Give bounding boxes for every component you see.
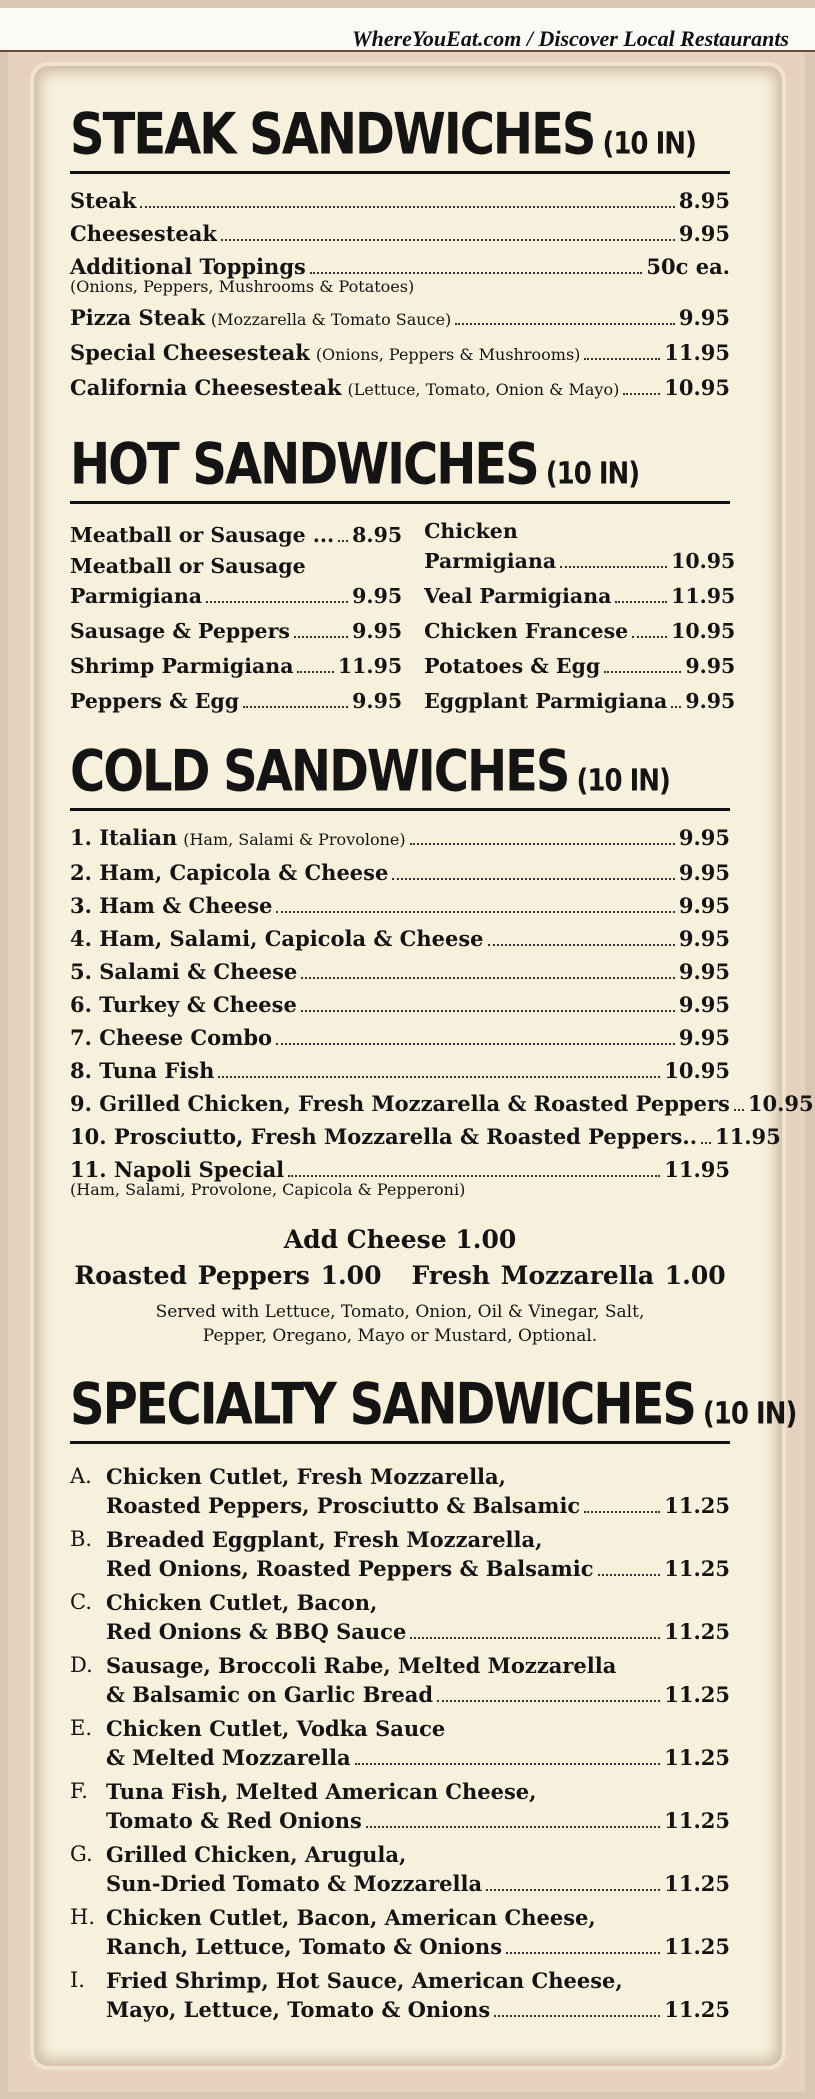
site-watermark-bar [0,8,815,52]
item-body [106,1651,730,1709]
section-size: (10 IN) [576,763,670,799]
menu-item-row [70,684,402,719]
dot-leader [294,636,348,638]
specialty-item [70,1651,730,1709]
item-name: California Cheesesteak [70,375,342,400]
item-line-2-text: Sun-Dried Tomato & Mozzarella [106,1871,483,1896]
menu-item-row [70,518,402,553]
item-name: 8. Tuna Fish [70,1058,215,1083]
dot-leader [392,878,674,880]
item-line-1: Grilled Chicken, Arugula, [106,1842,407,1867]
menu-item-row [70,955,730,988]
item-name: Additional Toppings [70,254,306,279]
item-name: Veal Parmigiana [424,584,612,608]
dot-leader [671,706,681,708]
section-title-text: HOT SANDWICHES [70,431,538,498]
item-price: 9.95 [678,305,730,330]
item-name: Sausage & Peppers [70,619,290,643]
item-name: Chicken Francese [424,619,629,643]
add-cheese: Add Cheese 1.00 [283,1225,517,1254]
hot-left-column [70,518,402,719]
hot-columns [70,518,736,719]
dot-leader [623,393,660,395]
item-note: (Mozzarella & Tomato Sauce) [210,310,452,329]
menu-item-row [70,184,730,217]
item-price: 50c ea. [646,254,730,279]
dot-leader [366,1826,660,1828]
item-price: 11.25 [664,1871,730,1896]
item-name: Parmigiana [70,584,203,608]
menu-item-row [70,336,730,371]
item-name: 3. Ham & Cheese [70,893,273,918]
dot-leader [276,1043,675,1045]
specialty-section [70,1371,797,2029]
dot-leader [288,1175,660,1177]
section-rule [70,501,730,504]
dot-leader [276,911,674,913]
fresh-mozzarella: Fresh Mozzarella 1.00 [411,1261,726,1290]
item-price: 9.95 [678,221,730,246]
item-name: Special Cheesesteak [70,340,310,365]
steak-list [70,184,730,406]
menu-item-row [70,1021,730,1054]
section-rule [70,808,730,811]
cold-addons [70,1222,730,1348]
item-price: 11.25 [664,1997,730,2022]
menu-item-name-line [424,518,735,544]
section-title [70,431,730,498]
item-body [106,1525,730,1583]
item-line-2-text: Tomato & Red Onions [106,1808,362,1833]
item-name: Pizza Steak [70,305,205,330]
menu-item-row [70,614,402,649]
section-rule [70,1441,730,1444]
menu-item-row [70,371,730,406]
item-letter: E. [70,1716,93,1740]
item-price: 11.25 [664,1619,730,1644]
item-letter: F. [70,1779,88,1803]
item-letter: A. [70,1464,92,1488]
item-price: 9.95 [685,654,736,678]
item-price: 9.95 [678,825,730,850]
item-line-1: Tuna Fish, Melted American Cheese, [106,1779,537,1804]
toppings-note: (Onions, Peppers, Mushrooms & Potatoes) [70,277,415,296]
item-line-2 [106,1869,730,1898]
dot-leader [301,1010,675,1012]
item-price: 11.25 [664,1808,730,1833]
dot-leader [494,2015,660,2017]
item-line-1: Fried Shrimp, Hot Sauce, American Cheese, [106,1968,623,1993]
item-name: 1. Italian [70,825,178,850]
item-price: 11.25 [664,1745,730,1770]
dot-leader [488,944,675,946]
item-note: (Ham, Salami & Provolone) [183,830,406,849]
item-line-1: Breaded Eggplant, Fresh Mozzarella, [106,1527,543,1552]
item-name: 10. Prosciutto, Fresh Mozzarella & Roasted Peppers.. [70,1124,698,1149]
item-line-2 [106,1680,730,1709]
section-title-text: SPECIALTY SANDWICHES [70,1371,695,1438]
dot-leader [355,1763,661,1765]
item-name: Shrimp Parmigiana [70,654,294,678]
item-name: Cheesesteak [70,221,217,246]
specialty-item [70,1903,730,1961]
item-price: 10.95 [747,1091,814,1116]
dot-leader [734,1109,744,1111]
menu-item-row [424,544,735,579]
roasted-peppers: Roasted Peppers 1.00 [74,1261,382,1290]
menu-item-row [70,217,730,250]
section-title [70,738,730,805]
menu-item-row [70,301,730,336]
item-name: 6. Turkey & Cheese [70,992,297,1017]
item-price: 8.95 [678,188,730,213]
dot-leader [584,358,660,360]
item-line-2 [106,1743,730,1772]
item-line-2 [106,1617,730,1646]
item-price: 10.95 [664,375,730,400]
item-name: Eggplant Parmigiana [424,689,668,713]
item-price: 9.95 [352,584,403,608]
item-body [106,1714,730,1772]
item-price: 9.95 [352,619,403,643]
item-price: 10.95 [671,619,736,643]
dot-leader [584,1511,660,1513]
item-price: 9.95 [678,959,730,984]
item-line-2-text: & Balsamic on Garlic Bread [106,1682,434,1707]
item-body [106,1462,730,1520]
item-price: 9.95 [678,893,730,918]
hot-section [70,431,736,719]
served-line-1: Served with Lettuce, Tomato, Onion, Oil & Vinegar, Salt, [155,1302,645,1322]
item-name: Meatball or Sausage [70,554,306,578]
item-price: 11.25 [664,1934,730,1959]
item-line-1: Chicken Cutlet, Bacon, [106,1590,378,1615]
item-letter: G. [70,1842,93,1866]
dot-leader [218,1076,660,1078]
specialty-item [70,1714,730,1772]
item-line-2-text: & Melted Mozzarella [106,1745,351,1770]
menu-item-row [424,684,735,719]
item-price: 11.95 [664,340,730,365]
item-note: (Onions, Peppers & Mushrooms) [315,345,581,364]
item-line-2-text: Mayo, Lettuce, Tomato & Onions [106,1997,491,2022]
item-note: (Lettuce, Tomato, Onion & Mayo) [347,380,620,399]
item-price: 8.95 [352,523,403,547]
menu-item-row [424,579,735,614]
item-price: 9.95 [685,689,736,713]
item-price: 11.95 [664,1157,730,1182]
dot-leader [206,601,348,603]
dot-leader [598,1574,661,1576]
section-title-text: COLD SANDWICHES [70,738,569,805]
section-title [70,101,730,168]
item-line-1: Sausage, Broccoli Rabe, Melted Mozzarella [106,1653,617,1678]
item-body [106,1777,730,1835]
item-line-2 [106,1995,730,2024]
item-price: 10.95 [664,1058,730,1083]
item-name: 5. Salami & Cheese [70,959,298,984]
item-line-1: Chicken Cutlet, Vodka Sauce [106,1716,446,1741]
specialty-list [70,1462,730,2024]
dot-leader [243,706,348,708]
item-line-1: Chicken Cutlet, Bacon, American Cheese, [106,1905,596,1930]
hot-right-column [424,518,735,719]
section-title-text: STEAK SANDWICHES [70,101,595,168]
dot-leader [410,1637,660,1639]
item-name: Peppers & Egg [70,689,240,713]
specialty-item [70,1966,730,2024]
item-line-2 [106,1554,730,1583]
menu-item-name-line [70,553,402,579]
menu-item-row [70,889,730,922]
dot-leader [338,540,348,542]
menu-item-row [70,856,730,889]
dot-leader [221,239,675,241]
section-size: (10 IN) [702,1396,797,1432]
item-name: 11. Napoli Special [70,1157,285,1182]
item-line-2 [106,1806,730,1835]
dot-leader [301,977,675,979]
dot-leader [560,566,667,568]
section-rule [70,171,730,174]
site-watermark: WhereYouEat.com / Discover Local Restaurants [352,26,789,51]
item-price: 11.95 [715,1124,781,1149]
menu-item-row [70,922,730,955]
item-letter: H. [70,1905,95,1929]
item-price: 9.95 [678,860,730,885]
item-name: 7. Cheese Combo [70,1025,273,1050]
item-letter: C. [70,1590,92,1614]
dot-leader [437,1700,660,1702]
item-body [106,1588,730,1646]
cold-list [70,821,814,1186]
dot-leader [604,671,681,673]
dot-leader [455,323,675,325]
item-line-1: Chicken Cutlet, Fresh Mozzarella, [106,1464,506,1489]
dot-leader [297,671,333,673]
item-name: 2. Ham, Capicola & Cheese [70,860,389,885]
item-letter: B. [70,1527,93,1551]
dot-leader [486,1889,660,1891]
specialty-item [70,1777,730,1835]
item-price: 11.25 [664,1682,730,1707]
item-price: 9.95 [678,992,730,1017]
item-line-2 [106,1932,730,1961]
menu-item-row [70,1054,730,1087]
item-price: 9.95 [678,1025,730,1050]
dot-leader [410,843,675,845]
item-body [106,1966,730,2024]
item-name: Meatball or Sausage ... [70,523,335,547]
dot-leader [632,636,667,638]
served-line-2: Pepper, Oregano, Mayo or Mustard, Optional. [202,1326,598,1346]
specialty-item [70,1462,730,1520]
item-price: 9.95 [678,926,730,951]
menu-item-row [70,579,402,614]
specialty-item [70,1525,730,1583]
steak-section [70,101,730,406]
specialty-item [70,1840,730,1898]
item-body [106,1840,730,1898]
item-line-2-text: Red Onions, Roasted Peppers & Balsamic [106,1556,594,1581]
item-line-2-text: Red Onions & BBQ Sauce [106,1619,407,1644]
menu-item-row [70,1087,814,1120]
dot-leader [701,1142,711,1144]
menu-item-row [70,821,730,856]
menu-item-row [70,988,730,1021]
addon-peppers-mozz [70,1258,730,1294]
section-size: (10 IN) [602,126,696,162]
item-name: 9. Grilled Chicken, Fresh Mozzarella & Roasted Peppers [70,1091,730,1116]
dot-leader [140,206,674,208]
section-title [70,1371,797,1438]
menu-item-row [70,1120,781,1153]
dot-leader [310,272,643,274]
item-price: 10.95 [671,549,736,573]
specialty-item [70,1588,730,1646]
item-name: Steak [70,188,137,213]
item-price: 11.95 [337,654,403,678]
menu-item-row [424,649,735,684]
item-name: Potatoes & Egg [424,654,601,678]
item-line-2-text: Roasted Peppers, Prosciutto & Balsamic [106,1493,581,1518]
item-name: 4. Ham, Salami, Capicola & Cheese [70,926,484,951]
item-price: 11.25 [664,1493,730,1518]
dot-leader [506,1952,660,1954]
section-size: (10 IN) [545,456,640,492]
item-line-2-text: Ranch, Lettuce, Tomato & Onions [106,1934,503,1959]
item-name: Parmigiana [424,549,557,573]
item-price: 11.25 [664,1556,730,1581]
napoli-note: (Ham, Salami, Provolone, Capicola & Pepperoni) [70,1180,466,1199]
item-price: 9.95 [352,689,403,713]
menu-item-row [70,649,402,684]
item-price: 11.95 [671,584,736,608]
item-line-2 [106,1491,730,1520]
item-name: Chicken [424,519,518,543]
menu-item-row [424,614,735,649]
item-letter: D. [70,1653,93,1677]
item-body [106,1903,730,1961]
cold-section [70,738,814,1348]
dot-leader [615,601,667,603]
item-letter: I. [70,1968,85,1992]
